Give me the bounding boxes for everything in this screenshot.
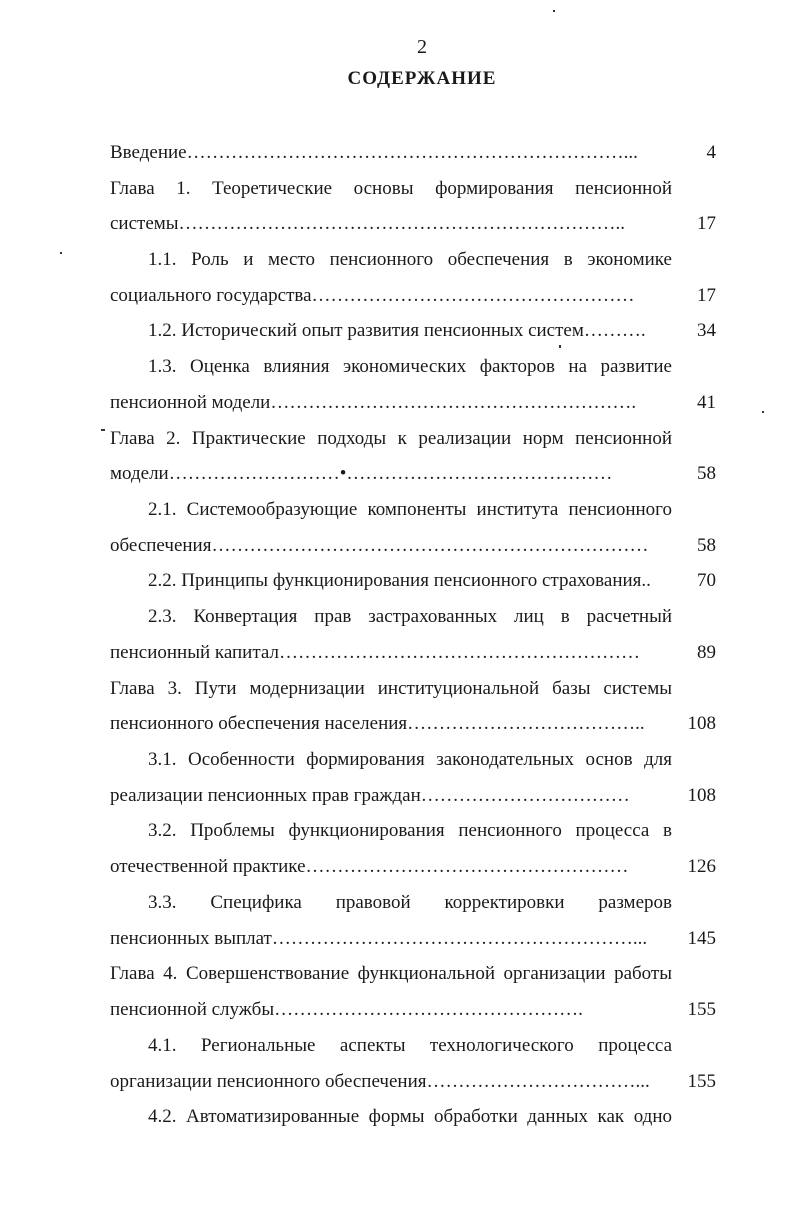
toc-page-number: 58: [697, 463, 716, 484]
toc-entry-chapter-4-cont: пенсионной службы………………………………………….: [110, 999, 583, 1020]
toc-page-number: 108: [687, 785, 716, 806]
toc-entry-3-3-cont: пенсионных выплат…………………………………………………...: [110, 928, 648, 949]
toc-entry-1-3: 1.3. Оценка влияния экономических факторов на развитие: [148, 356, 672, 377]
toc-entry-1-2: 1.2. Исторический опыт развития пенсионных систем……….: [148, 320, 646, 341]
toc-page-number: 108: [687, 713, 716, 734]
toc-entry-3-1-cont: реализации пенсионных прав граждан……………………………: [110, 785, 630, 806]
toc-entry-chapter-2: Глава 2. Практические подходы к реализации норм пенсионной: [110, 428, 672, 449]
toc-entry-3-2-cont: отечественной практике……………………………………………: [110, 856, 629, 877]
toc-entry-2-3-cont: пенсионный капитал…………………………………………………: [110, 642, 640, 663]
scan-speck: [60, 252, 62, 254]
scan-speck: [559, 345, 561, 348]
toc-entry-3-3: 3.3. Специфика правовой корректировки размеров: [148, 892, 672, 913]
toc-page-number: 4: [706, 142, 716, 163]
toc-entry-chapter-4: Глава 4. Совершенствование функциональной организации работы: [110, 963, 672, 984]
toc-entry-1-1-cont: социального государства……………………………………………: [110, 285, 635, 306]
toc-page-number: 126: [687, 856, 716, 877]
toc-entry-4-1-cont: организации пенсионного обеспечения……………………………...: [110, 1071, 650, 1092]
toc-entry-chapter-1: Глава 1. Теоретические основы формирования пенсионной: [110, 178, 672, 199]
toc-entry-intro: Введение……………………………………………………………...: [110, 142, 638, 163]
toc-entry-3-1: 3.1. Особенности формирования законодательных основ для: [148, 749, 672, 770]
page-title: СОДЕРЖАНИЕ: [347, 68, 497, 89]
toc-entry-chapter-3-cont: пенсионного обеспечения населения………………………………..: [110, 713, 645, 734]
toc-entry-2-2: 2.2. Принципы функционирования пенсионного страхования..: [148, 570, 651, 591]
toc-page-number: 89: [697, 642, 716, 663]
toc-entry-chapter-3: Глава 3. Пути модернизации институциональной базы системы: [110, 678, 672, 699]
toc-page-number: 70: [697, 570, 716, 591]
toc-entry-2-1: 2.1. Системообразующие компоненты института пенсионного: [148, 499, 672, 520]
toc-page-number: 155: [687, 1071, 716, 1092]
toc-page-number: 34: [697, 320, 716, 341]
scan-speck: [101, 429, 105, 431]
toc-entry-3-2: 3.2. Проблемы функционирования пенсионного процесса в: [148, 820, 672, 841]
toc-page-number: 58: [697, 535, 716, 556]
toc-page-number: 41: [697, 392, 716, 413]
toc-entry-1-1: 1.1. Роль и место пенсионного обеспечения в экономике: [148, 249, 672, 270]
toc-entry-chapter-2-cont: модели………………………•……………………………………: [110, 463, 613, 484]
toc-entry-2-1-cont: обеспечения……………………………………………………………: [110, 535, 649, 556]
toc-page-number: 155: [687, 999, 716, 1020]
toc-page-number: 17: [697, 213, 716, 234]
scan-speck: [762, 411, 764, 413]
toc-entry-2-3: 2.3. Конвертация прав застрахованных лиц в расчетный: [148, 606, 672, 627]
toc-entry-4-2: 4.2. Автоматизированные формы обработки данных как одно: [148, 1106, 672, 1127]
toc-page-number: 17: [697, 285, 716, 306]
toc-entry-1-3-cont: пенсионной модели………………………………………………….: [110, 392, 637, 413]
scan-speck: [553, 10, 555, 12]
toc-entry-chapter-1-cont: системы……………………………………………………………..: [110, 213, 626, 234]
page-number: 2: [417, 36, 427, 58]
toc-page-number: 145: [687, 928, 716, 949]
toc-entry-4-1: 4.1. Региональные аспекты технологического процесса: [148, 1035, 672, 1056]
